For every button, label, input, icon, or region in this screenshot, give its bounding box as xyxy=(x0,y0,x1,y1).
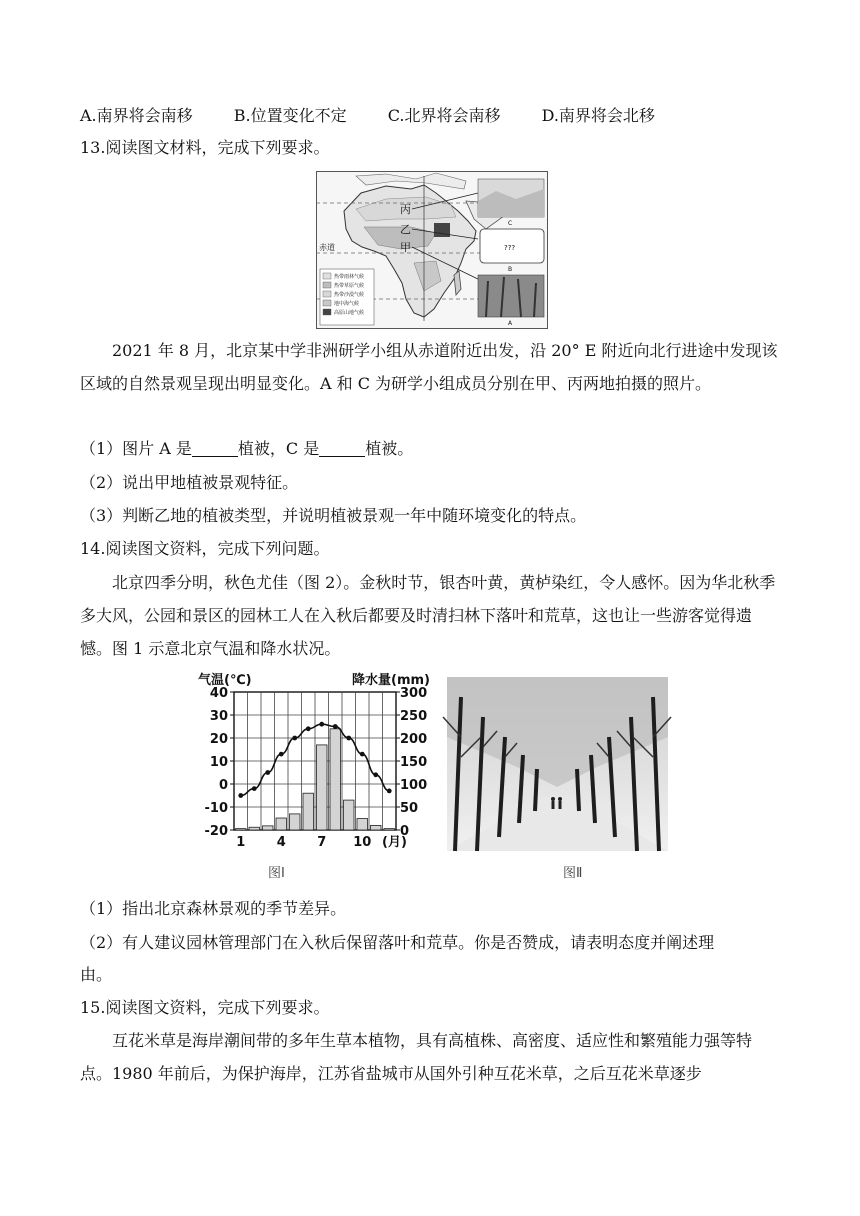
q14-sub2-line1: （2）有人建议园林管理部门在入秋后保留落叶和荒草。你是否赞成，请表明态度并阐述理 xyxy=(80,933,715,952)
temperature-point-3 xyxy=(265,770,270,775)
q13-sub3: （3）判断乙地的植被类型，并说明植被景观一年中随环境变化的特点。 xyxy=(80,506,587,525)
x-tick: 4 xyxy=(276,835,286,850)
precip-bar-11 xyxy=(371,825,382,830)
y-right-tick: 100 xyxy=(400,778,428,793)
photo-a-label: A xyxy=(508,320,513,327)
precip-bar-10 xyxy=(357,819,368,831)
option-b: B.位置变化不定 xyxy=(233,106,347,125)
q13-sub1-part-c: 植被。 xyxy=(365,439,414,458)
precip-bar-5 xyxy=(290,814,301,830)
photo-b-label: B xyxy=(508,266,513,273)
q14-sub1: （1）指出北京森林景观的季节差异。 xyxy=(80,899,347,918)
precip-bar-7 xyxy=(317,745,328,830)
y-left-tick: 0 xyxy=(218,778,228,793)
precip-bar-9 xyxy=(344,800,355,830)
precip-bar-1 xyxy=(236,829,247,830)
legend-item-1: 热带雨林气候 xyxy=(334,274,365,280)
q15-title: 15.阅读图文资料，完成下列要求。 xyxy=(80,998,330,1017)
photo-c-label: C xyxy=(508,220,513,227)
answer-blank-a[interactable] xyxy=(192,440,238,457)
africa-map-figure xyxy=(316,171,548,329)
temperature-point-9 xyxy=(346,736,351,741)
label-equator: 赤道 xyxy=(319,243,335,252)
temperature-point-12 xyxy=(387,789,392,794)
fig1-label: 图Ⅰ xyxy=(268,866,285,881)
temperature-point-6 xyxy=(306,726,311,731)
temperature-point-10 xyxy=(360,752,365,757)
climate-chart xyxy=(190,668,440,850)
answer-blank-c[interactable] xyxy=(319,440,365,457)
legend-item-2: 热带草原气候 xyxy=(334,283,365,289)
legend-item-5: 高原山地气候 xyxy=(334,310,365,316)
q13-sub1 xyxy=(80,438,413,460)
precip-bar-2 xyxy=(249,827,260,830)
q13-sub1-part-b: 植被，C 是 xyxy=(237,439,320,458)
y-right-tick: 150 xyxy=(400,755,428,770)
label-jia: 甲 xyxy=(400,241,411,254)
beijing-forest-photo xyxy=(447,677,668,851)
x-tick: 10 xyxy=(353,835,372,850)
map-legend xyxy=(320,269,374,325)
y-right-tick: 50 xyxy=(400,801,419,816)
precip-bar-4 xyxy=(276,818,287,830)
legend-item-4: 地中海气候 xyxy=(334,301,360,307)
temperature-point-7 xyxy=(319,722,324,727)
x-tick: 7 xyxy=(317,835,327,850)
q15-paragraph: 互花米草是海岸潮间带的多年生草本植物，具有高植株、高密度、适应性和繁殖能力强等特点。1980 年前后，为保护海岸，江苏省盐城市从国外引种互花米草，之后互花米草逐步 xyxy=(80,1031,753,1083)
option-a: A.南界将会南移 xyxy=(80,106,193,125)
y-left-label: 气温(℃) xyxy=(198,673,252,688)
y-left-tick: -20 xyxy=(204,824,228,839)
temperature-point-4 xyxy=(279,752,284,757)
q12-options xyxy=(80,105,691,127)
y-right-tick: 300 xyxy=(400,686,428,701)
precip-bar-12 xyxy=(384,829,395,830)
precip-bar-8 xyxy=(330,729,341,830)
temperature-point-2 xyxy=(252,786,257,791)
q13-title: 13.阅读图文材料，完成下列要求。 xyxy=(80,138,330,157)
unknown-label: ??? xyxy=(504,244,516,252)
y-right-label: 降水量(mm) xyxy=(352,673,430,688)
x-unit-label: (月) xyxy=(382,835,407,850)
temperature-point-1 xyxy=(238,793,243,798)
x-tick: 1 xyxy=(236,835,246,850)
y-left-tick: 10 xyxy=(209,755,228,770)
y-left-tick: 20 xyxy=(209,732,228,747)
q13-paragraph: 2021 年 8 月，北京某中学非洲研学小组从赤道附近出发，沿 20° E 附近向北行进途中发现该区域的自然景观呈现出明显变化。A 和 C 为研学小组成员分别在甲、丙两地拍摄的照片。 xyxy=(80,341,778,393)
precip-bar-3 xyxy=(263,826,274,830)
q14-paragraph: 北京四季分明，秋色尤佳（图 2）。金秋时节，银杏叶黄，黄栌染红，令人感怀。因为华北秋季多大风，公园和景区的园林工人在入秋后都要及时清扫林下落叶和荒草，这也让一些游客觉得遗憾。图 1 示意北京气温和降水状况。 xyxy=(80,573,776,658)
y-left-tick: -10 xyxy=(204,801,228,816)
q13-sub1-part-a: （1）图片 A 是 xyxy=(80,439,192,458)
y-right-tick: 0 xyxy=(400,824,410,839)
fig2-label: 图Ⅱ xyxy=(563,866,583,881)
y-left-tick: 40 xyxy=(209,686,228,701)
temperature-point-8 xyxy=(333,724,338,729)
option-d: D.南界将会北移 xyxy=(541,106,655,125)
y-right-tick: 250 xyxy=(400,709,428,724)
q14-sub2-line2: 由。 xyxy=(80,965,113,984)
label-yi: 乙 xyxy=(400,223,411,236)
temperature-point-11 xyxy=(373,772,378,777)
q13-sub2: （2）说出甲地植被景观特征。 xyxy=(80,473,299,492)
legend-item-3: 热带沙漠气候 xyxy=(334,292,365,298)
temperature-point-5 xyxy=(292,736,297,741)
q14-title: 14.阅读图文资料，完成下列问题。 xyxy=(80,539,330,558)
y-right-tick: 200 xyxy=(400,732,428,747)
label-bing: 丙 xyxy=(400,203,411,216)
option-c: C.北界将会南移 xyxy=(387,106,501,125)
precip-bar-6 xyxy=(303,793,314,830)
y-left-tick: 30 xyxy=(209,709,228,724)
